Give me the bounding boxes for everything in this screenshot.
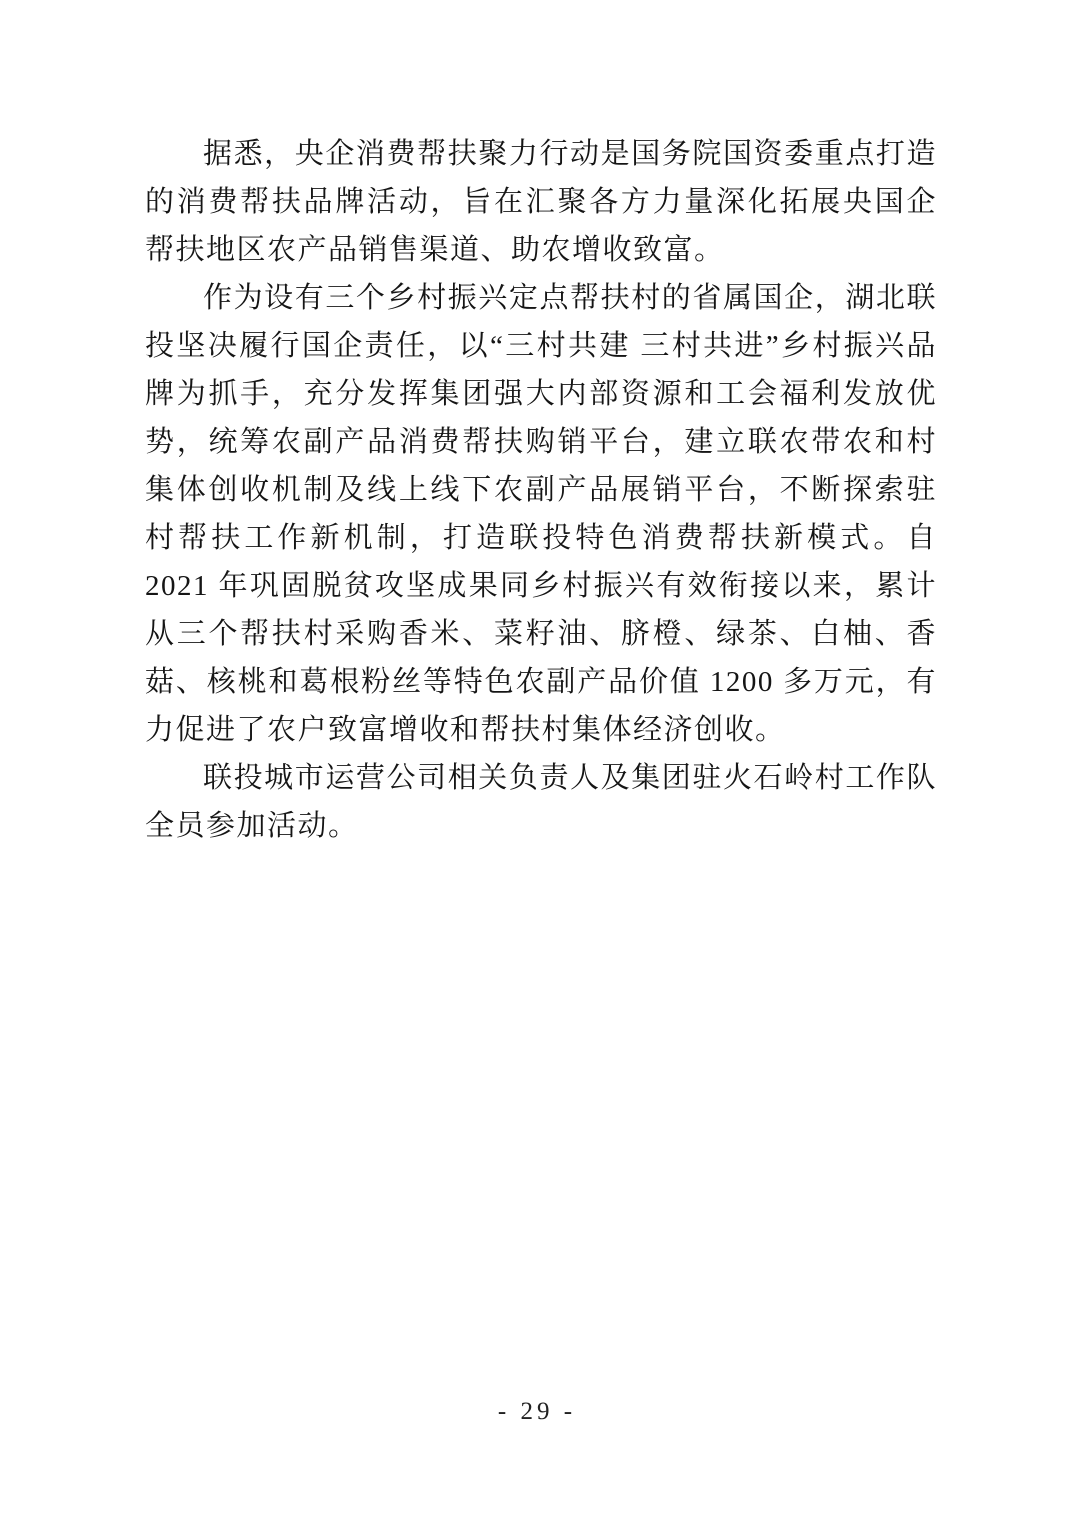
paragraph: 据悉，央企消费帮扶聚力行动是国务院国资委重点打造的消费帮扶品牌活动，旨在汇聚各方力量深化拓展央国企帮扶地区农产品销售渠道、助农增收致富。 — [145, 138, 937, 266]
paragraph: 作为设有三个乡村振兴定点帮扶村的省属国企，湖北联投坚决履行国企责任，以“三村共建 三村共进”乡村振兴品牌为抓手，充分发挥集团强大内部资源和工会福利发放优势，统筹农副产品消费帮扶购销平台，建立联农带农和村集体创收机制及线上线下农副产品展销平台，不断探索驻村帮扶工作新机制，打造联投特色消费帮扶新模式。自 2021 年巩固脱贫攻坚成果同乡村振兴有效衔接以来，累计从三个帮扶村采购香米、菜籽油、脐橙、绿茶、白柚、香菇、核桃和葛根粉丝等特色农副产品价值 1200 多万元，有力促进了农户致富增收和帮扶村集体经济创收。 — [145, 282, 937, 746]
paragraph: 联投城市运营公司相关负责人及集团驻火石岭村工作队全员参加活动。 — [145, 762, 937, 842]
page-number: - 29 - — [497, 1398, 577, 1425]
document-body — [145, 130, 937, 850]
